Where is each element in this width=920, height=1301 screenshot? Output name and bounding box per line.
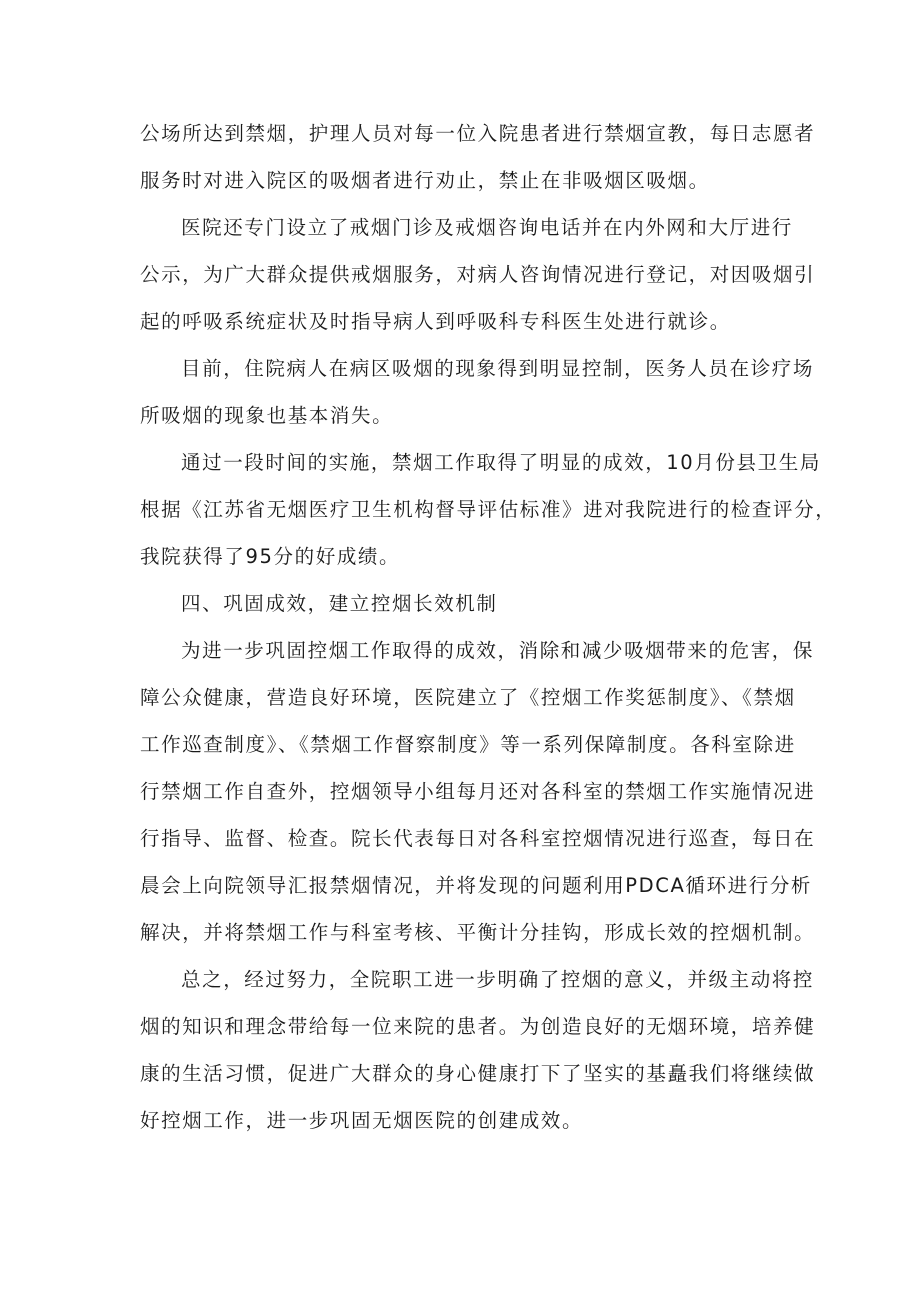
text-line: 烟的知识和理念带给每一位来院的患者。为创造良好的无烟环境，培养健 <box>140 1015 816 1038</box>
section-heading <box>140 580 785 627</box>
text-line: 障公众健康，营造良好环境，医院建立了《控烟工作奖惩制度》、《禁烟 <box>140 686 796 709</box>
text-line: 工作巡查制度》、《禁烟工作督察制度》等一系列保障制度。各科室除进 <box>140 733 796 756</box>
paragraph-6 <box>140 956 816 1144</box>
text-line: 根据《江苏省无烟医疗卫生机构督导评估标准》进对我院进行的检查评分， <box>140 498 837 521</box>
section-heading-text: 四、巩固成效，建立控烟长效机制 <box>181 592 498 615</box>
text-line: 服务时对进入院区的吸烟者进行劝止，禁止在非吸烟区吸烟。 <box>140 169 710 192</box>
text-line: 解决，并将禁烟工作与科室考核、平衡计分挂钩，形成长效的控烟机制。 <box>140 921 816 944</box>
text-line: 好控烟工作，进一步巩固无烟医院的创建成效。 <box>140 1109 584 1132</box>
document-page <box>140 110 837 1144</box>
paragraph-2 <box>140 204 816 345</box>
text-line: 总之，经过努力，全院职工进一步明确了控烟的意义，并级主动将控 <box>181 968 815 991</box>
text-line: 通过一段时间的实施，禁烟工作取得了明显的成效，10月份县卫生局 <box>181 451 821 474</box>
text-line: 所吸烟的现象也基本消失。 <box>140 404 394 427</box>
text-line: 行指导、监督、检查。院长代表每日对各科室控烟情况进行巡查，每日在 <box>140 827 816 850</box>
text-line: 晨会上向院领导汇报禁烟情况，并将发现的问题利用PDCA循环进行分析 <box>140 874 813 897</box>
paragraph-3 <box>140 345 815 439</box>
text-line: 医院还专门设立了戒烟门诊及戒烟咨询电话并在内外网和大厅进行 <box>181 216 793 239</box>
text-line: 我院获得了95分的好成绩。 <box>140 545 401 568</box>
text-line: 公场所达到禁烟，护理人员对每一位入院患者进行禁烟宣教，每日志愿者 <box>140 122 816 145</box>
paragraph-5 <box>140 627 816 956</box>
text-line: 康的生活习惯，促进广大群众的身心健康打下了坚实的基矗我们将继续做 <box>140 1062 816 1085</box>
text-line: 行禁烟工作自查外，控烟领导小组每月还对各科室的禁烟工作实施情况进 <box>140 780 816 803</box>
text-line: 目前，住院病人在病区吸烟的现象得到明显控制，医务人员在诊疗场 <box>181 357 815 380</box>
text-line: 为进一步巩固控烟工作取得的成效，消除和减少吸烟带来的危害，保 <box>181 639 815 662</box>
text-line: 公示，为广大群众提供戒烟服务，对病人咨询情况进行登记，对因吸烟引 <box>140 263 816 286</box>
text-line: 起的呼吸系统症状及时指导病人到呼吸科专科医生处进行就诊。 <box>140 310 731 333</box>
paragraph-4 <box>140 439 837 580</box>
paragraph-1 <box>140 110 816 204</box>
